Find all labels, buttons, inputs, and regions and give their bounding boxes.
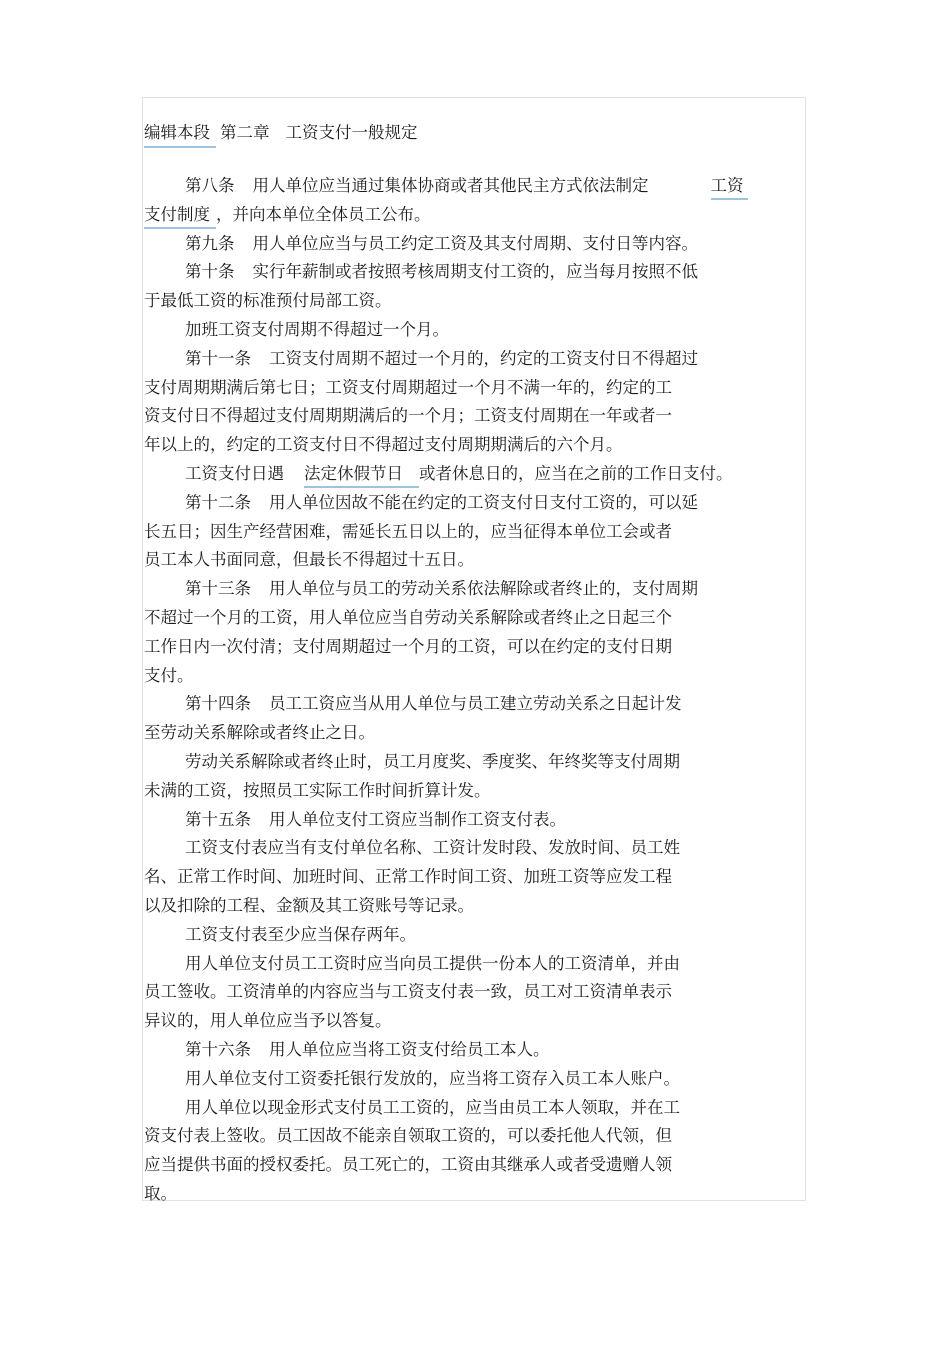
article-text: 用人单位应当通过集体协商或者其他民主方式依法制定 xyxy=(252,176,649,195)
article-text: 用人单位以现金形式支付员工工资的，应当由员工本人领取，并在工 xyxy=(185,1097,680,1117)
document-body xyxy=(144,118,794,1209)
article-text: 工资支付周期不超过一个月的，约定的工资支付日不得超过 xyxy=(269,348,698,368)
article-8 xyxy=(144,172,794,230)
article-16-para-3 xyxy=(144,1094,794,1209)
article-text: 资支付日不得超过支付周期期满后的一个月；工资支付周期在一年或者一 xyxy=(144,406,672,426)
article-text: 用人单位支付工资应当制作工资支付表。 xyxy=(269,809,566,829)
article-text: ，并向本单位全体员工公布。 xyxy=(216,204,431,224)
article-label: 第十三条 xyxy=(185,579,251,599)
article-text: 员工签收。工资清单的内容应当与工资支付表一致，员工对工资清单表示 xyxy=(144,982,672,1002)
article-label: 第十条 xyxy=(185,262,235,282)
statutory-holiday-link[interactable]: 法定休假节日 xyxy=(304,462,419,488)
article-11-para-2 xyxy=(144,460,794,489)
article-text: 异议的，用人单位应当予以答复。 xyxy=(144,1011,392,1031)
article-label: 第十一条 xyxy=(185,348,251,368)
article-label: 第十四条 xyxy=(185,694,251,714)
article-text: 工资支付日遇 xyxy=(185,463,284,483)
article-10-para-2 xyxy=(144,316,794,345)
article-label: 第十六条 xyxy=(185,1039,251,1059)
article-15 xyxy=(144,806,794,835)
article-label: 第十二条 xyxy=(185,492,251,512)
article-text: 于最低工资的标准预付局部工资。 xyxy=(144,291,392,311)
chapter-title: 工资支付一般规定 xyxy=(285,123,418,142)
article-text: 工资支付表应当有支付单位名称、工资计发时段、发放时间、员工姓 xyxy=(185,838,680,858)
edit-section-link[interactable]: 编辑本段 xyxy=(144,120,216,148)
article-label: 第九条 xyxy=(185,233,235,253)
article-text: 加班工资支付周期不得超过一个月。 xyxy=(185,319,449,339)
article-text: 年以上的，约定的工资支付日不得超过支付周期期满后的六个月。 xyxy=(144,435,623,455)
article-text: 用人单位支付工资委托银行发放的，应当将工资存入员工本人账户。 xyxy=(185,1068,680,1088)
article-text: 至劳动关系解除或者终止之日。 xyxy=(144,723,375,743)
article-10 xyxy=(144,258,794,316)
article-text: 员工工资应当从用人单位与员工建立劳动关系之日起计发 xyxy=(269,694,682,714)
article-text: 支付。 xyxy=(144,665,194,685)
article-label: 第十五条 xyxy=(185,809,251,829)
article-text: 用人单位应当与员工约定工资及其支付周期、支付日等内容。 xyxy=(252,233,698,253)
article-text: 用人单位支付员工工资时应当向员工提供一份本人的工资清单，并由 xyxy=(185,953,680,973)
section-heading xyxy=(144,118,794,148)
article-14 xyxy=(144,690,794,748)
article-label: 第八条 xyxy=(185,176,235,195)
wage-payment-system-link[interactable]: 工资 xyxy=(711,174,748,200)
article-15-para-2 xyxy=(144,834,794,920)
article-9 xyxy=(144,230,794,259)
article-text: 长五日；因生产经营困难，需延长五日以上的，应当征得本单位工会或者 xyxy=(144,521,672,541)
article-text: 用人单位因故不能在约定的工资支付日支付工资的，可以延 xyxy=(269,492,698,512)
article-15-para-3 xyxy=(144,921,794,950)
article-text: 工作日内一次付清；支付周期超过一个月的工资，可以在约定的支付日期 xyxy=(144,636,672,656)
article-text: 工资支付表至少应当保存两年。 xyxy=(185,924,416,944)
article-text: 取。 xyxy=(144,1183,177,1203)
article-text: 劳动关系解除或者终止时，员工月度奖、季度奖、年终奖等支付周期 xyxy=(185,751,680,771)
article-text: 支付周期期满后第七日；工资支付周期超过一个月不满一年的，约定的工 xyxy=(144,377,672,397)
article-13 xyxy=(144,575,794,690)
article-16 xyxy=(144,1036,794,1065)
article-text: 用人单位与员工的劳动关系依法解除或者终止的，支付周期 xyxy=(269,579,698,599)
article-text: 资支付表上签收。员工因故不能亲自领取工资的，可以委托他人代领，但 xyxy=(144,1126,672,1146)
article-text: 实行年薪制或者按照考核周期支付工资的，应当每月按照不低 xyxy=(252,262,698,282)
chapter-label: 第二章 xyxy=(220,123,270,142)
article-15-para-4 xyxy=(144,950,794,1036)
wage-payment-system-link-cont[interactable]: 支付制度 xyxy=(144,203,216,229)
article-text: 应当提供书面的授权委托。员工死亡的，工资由其继承人或者受遗赠人领 xyxy=(144,1155,672,1175)
article-11 xyxy=(144,345,794,460)
article-14-para-2 xyxy=(144,748,794,806)
article-text: 员工本人书面同意，但最长不得超过十五日。 xyxy=(144,550,474,570)
article-text: 或者休息日的，应当在之前的工作日支付。 xyxy=(419,463,733,483)
article-16-para-2 xyxy=(144,1065,794,1094)
article-text: 不超过一个月的工资，用人单位应当自劳动关系解除或者终止之日起三个 xyxy=(144,607,672,627)
article-text: 名、正常工作时间、加班时间、正常工作时间工资、加班工资等应发工程 xyxy=(144,867,672,887)
article-text: 以及扣除的工程、金额及其工资账号等记录。 xyxy=(144,895,474,915)
article-text: 用人单位应当将工资支付给员工本人。 xyxy=(269,1039,550,1059)
article-text: 未满的工资，按照员工实际工作时间折算计发。 xyxy=(144,780,491,800)
article-12 xyxy=(144,489,794,575)
